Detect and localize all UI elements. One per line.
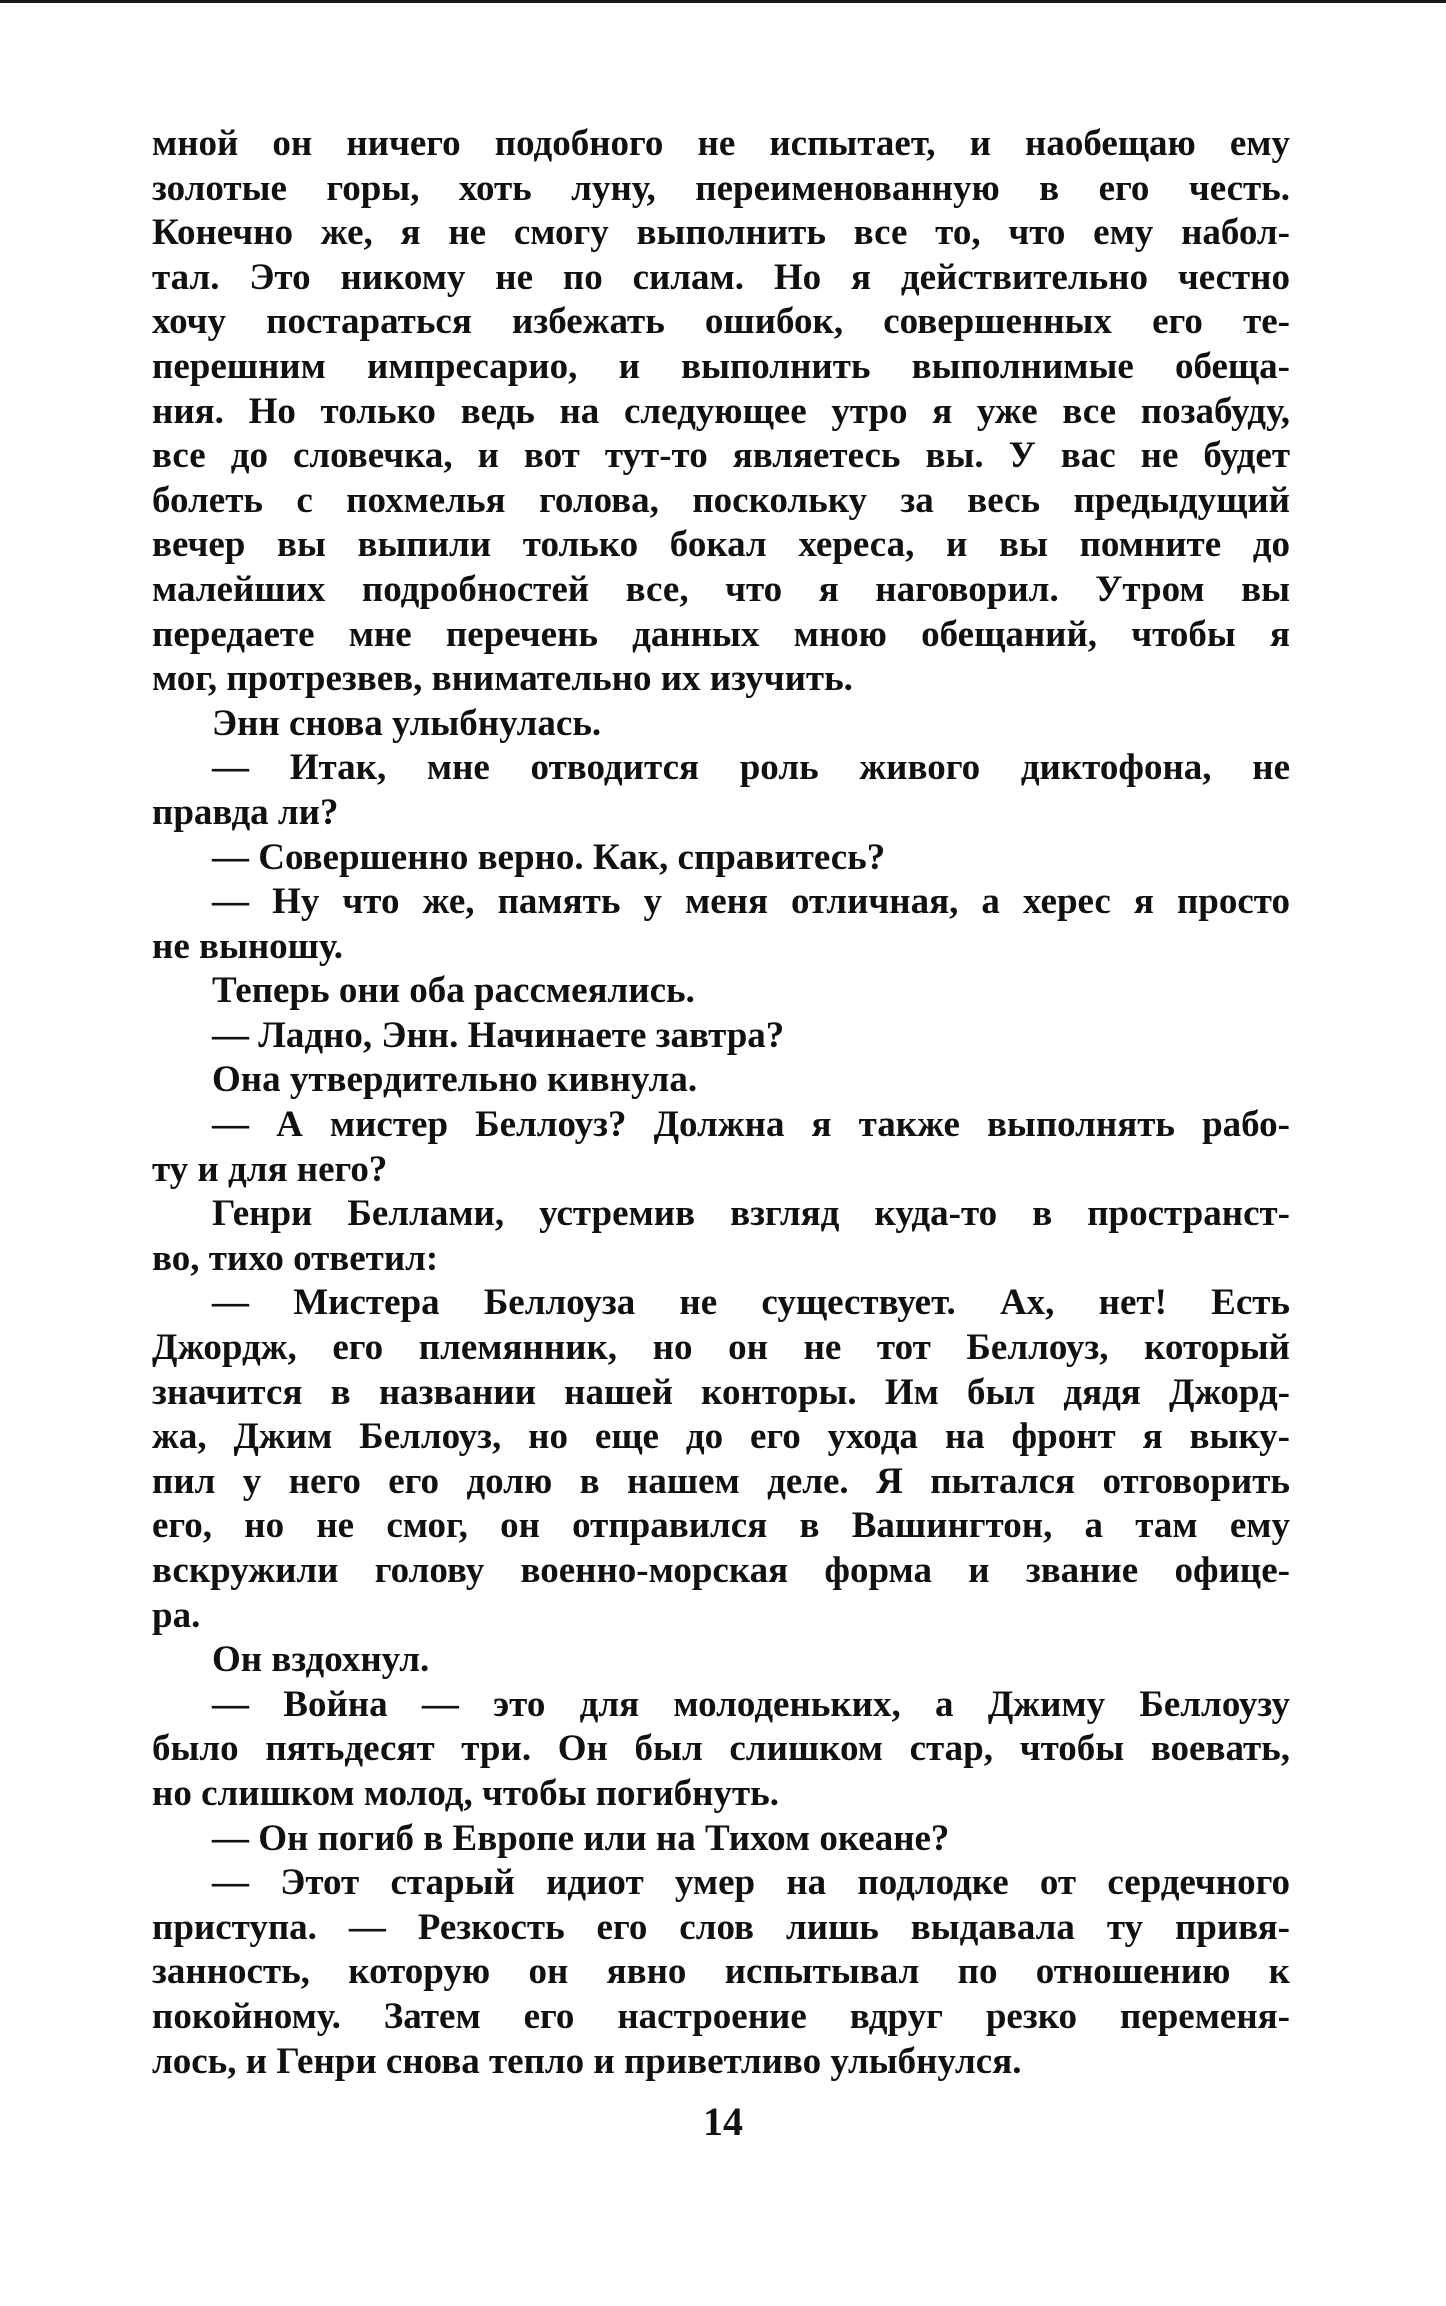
text-line-37: было пятьдесят три. Он был слишком стар, чтобы воевать, (152, 1728, 1290, 1770)
text-line-14: Энн снова улыбнулась. (212, 702, 602, 744)
text-line-38: но слишком молод, чтобы погибнуть. (152, 1772, 779, 1814)
text-line-35: Он вздохнул. (212, 1639, 430, 1681)
text-line-29: значится в названии нашей конторы. Им был дядя Джорд- (152, 1371, 1290, 1413)
text-line-27: — Мистера Беллоуза не существует. Ах, нет! Есть (212, 1282, 1290, 1324)
text-line-16: правда ли? (152, 791, 339, 833)
text-line-30: жа, Джим Беллоуз, но еще до его ухода на фронт я выку- (152, 1416, 1290, 1458)
text-line-19: не выношу. (152, 925, 343, 967)
text-line-11: малейших подробностей все, что я наговорил. Утром вы (152, 568, 1290, 610)
text-line-3: Конечно же, я не смогу выполнить все то, что ему набол- (152, 212, 1290, 254)
text-line-43: покойному. Затем его настроение вдруг резко переменя- (152, 1995, 1290, 2037)
text-line-9: болеть с похмелья голова, поскольку за весь предыдущий (152, 479, 1290, 521)
text-line-32: его, но не смог, он отправился в Вашингтон, а там ему (152, 1505, 1290, 1547)
text-line-26: во, тихо ответил: (152, 1237, 439, 1279)
text-line-13: мог, протрезвев, внимательно их изучить. (152, 658, 853, 700)
text-line-40: — Этот старый идиот умер на подлодке от сердечного (212, 1862, 1290, 1904)
text-line-6: перешним импресарио, и выполнить выполнимые обеща- (152, 345, 1290, 387)
text-line-12: передаете мне перечень данных мною обещаний, чтобы я (152, 613, 1290, 655)
text-line-42: занность, которую он явно испытывал по отношению к (152, 1951, 1290, 1993)
text-line-17: — Совершенно верно. Как, справитесь? (212, 836, 886, 878)
top-border-line (0, 0, 1446, 3)
text-line-20: Теперь они оба рассмеялись. (212, 970, 695, 1012)
text-line-23: — А мистер Беллоуз? Должна я также выполнять рабо- (212, 1104, 1290, 1146)
text-line-4: тал. Это никому не по силам. Но я действительно честно (152, 256, 1290, 298)
text-line-1: мной он ничего подобного не испытает, и наобещаю ему (152, 123, 1290, 164)
text-line-28: Джордж, его племянник, но он не тот Беллоуз, который (152, 1327, 1290, 1369)
page-body-text (152, 122, 1290, 2084)
text-line-44: лось, и Генри снова тепло и приветливо улыбнулся. (152, 2040, 1022, 2082)
text-line-8: все до словечка, и вот тут-то являетесь вы. У вас не будет (152, 435, 1290, 477)
text-line-33: вскружили голову военно-морская форма и звание офице- (152, 1550, 1290, 1591)
text-line-7: ния. Но только ведь на следующее утро я уже все позабуду, (152, 390, 1290, 432)
text-line-24: ту и для него? (152, 1148, 388, 1190)
text-line-21: — Ладно, Энн. Начинаете завтра? (212, 1014, 785, 1056)
text-line-2: золотые горы, хоть луну, переименованную в его честь. (152, 167, 1290, 209)
text-line-18: — Ну что же, память у меня отличная, а херес я просто (212, 881, 1290, 923)
text-line-31: пил у него его долю в нашем деле. Я пытался отговорить (152, 1460, 1290, 1502)
text-line-10: вечер вы выпили только бокал хереса, и вы помните до (152, 524, 1290, 566)
text-line-15: — Итак, мне отводится роль живого диктофона, не (212, 747, 1290, 789)
text-line-36: — Война — это для молоденьких, а Джиму Беллоузу (212, 1683, 1290, 1725)
text-line-25: Генри Беллами, устремив взгляд куда-то в пространст- (212, 1193, 1290, 1235)
text-line-34: ра. (152, 1594, 201, 1636)
text-line-5: хочу постараться избежать ошибок, совершенных его те- (152, 301, 1290, 343)
page-number: 14 (703, 2099, 743, 2144)
text-line-39: — Он погиб в Европе или на Тихом океане? (212, 1817, 950, 1859)
text-line-22: Она утвердительно кивнула. (212, 1059, 698, 1101)
text-line-41: приступа. — Резкость его слов лишь выдавала ту привя- (152, 1906, 1290, 1948)
